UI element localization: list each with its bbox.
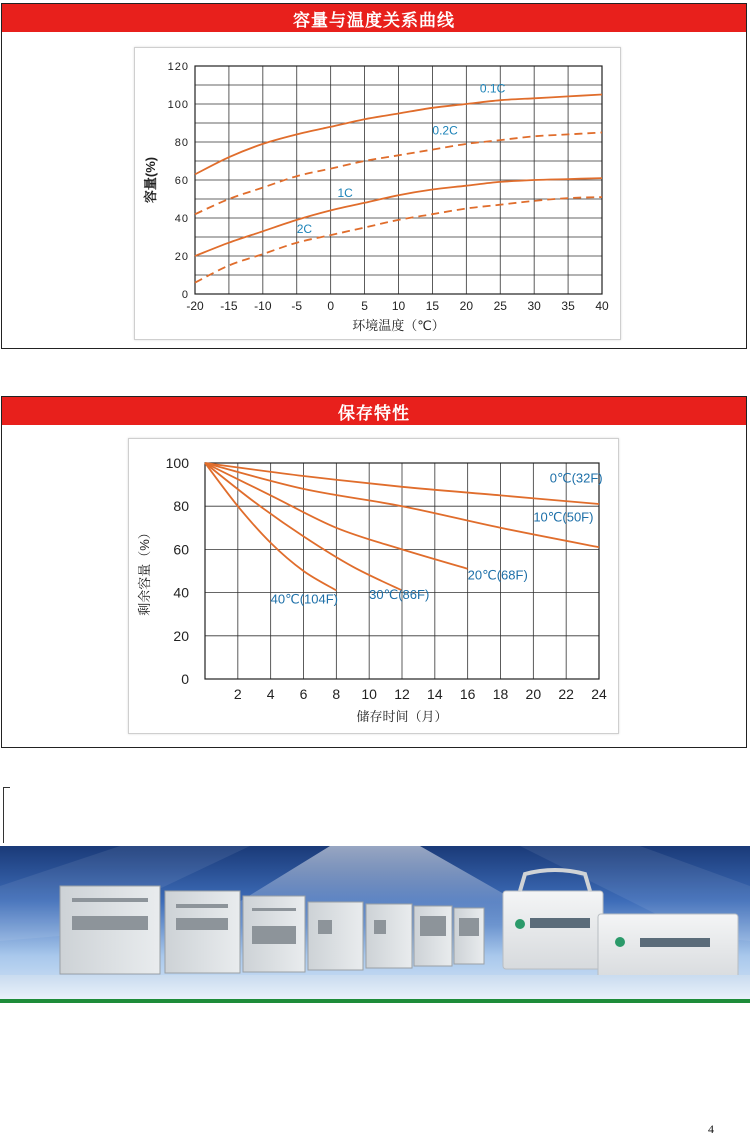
x-tick-label: 10 [361, 686, 377, 702]
x-tick-label: 24 [591, 686, 607, 702]
x-tick-label: 35 [561, 299, 575, 313]
x-tick-label: -20 [186, 299, 204, 313]
series-label: 30℃(86F) [369, 587, 430, 603]
x-tick-label: -5 [291, 299, 303, 313]
capacity-temperature-title: 容量与温度关系曲线 [2, 4, 746, 32]
x-tick-label: 8 [332, 686, 341, 702]
capacity-temperature-chart [135, 48, 620, 339]
capacity-temperature-panel [1, 3, 747, 349]
y-tick-label: 80 [173, 498, 189, 515]
y-tick-label: 0 [181, 289, 189, 301]
storage-characteristics-chart [129, 439, 618, 733]
storage-characteristics-title: 保存特性 [2, 397, 746, 425]
y-tick-label: 80 [174, 137, 189, 149]
y-tick-label: 100 [167, 99, 189, 111]
series-label: 0.1C [479, 81, 506, 96]
x-axis-label: 环境温度（℃） [352, 318, 445, 333]
x-axis-label: 储存时间（月） [356, 709, 448, 724]
x-tick-label: 40 [595, 299, 609, 313]
x-tick-label: 4 [266, 686, 275, 702]
series-label: 20℃(68F) [467, 567, 528, 583]
x-tick-label: 25 [493, 299, 507, 313]
series-label: 10℃(50F) [533, 509, 594, 525]
x-tick-label: 12 [394, 686, 410, 702]
x-tick-label: 2 [233, 686, 242, 702]
x-tick-label: -10 [254, 299, 272, 313]
y-tick-label: 40 [174, 213, 189, 225]
x-tick-label: 14 [427, 686, 443, 702]
x-tick-label: 0 [327, 299, 335, 313]
y-tick-label: 60 [173, 541, 189, 558]
page-bracket [3, 787, 10, 843]
storage-characteristics-chart-frame [128, 438, 619, 734]
x-tick-label: 16 [459, 686, 476, 702]
capacity-temperature-chart-frame [134, 47, 621, 340]
series-label: 0℃(32F) [549, 470, 603, 486]
y-tick-label: 100 [165, 455, 189, 471]
y-tick-label: 20 [174, 251, 189, 263]
y-axis-label: 容量(%) [143, 156, 158, 204]
y-tick-label: 0 [181, 671, 189, 687]
storage-characteristics-panel [1, 396, 747, 748]
x-tick-label: 18 [492, 686, 509, 702]
x-tick-label: -15 [220, 299, 238, 313]
x-tick-label: 20 [525, 686, 542, 702]
series-label: 2C [296, 222, 313, 237]
y-tick-label: 120 [167, 61, 189, 73]
series-label: 0.2C [432, 123, 458, 138]
y-tick-label: 40 [173, 584, 189, 601]
banner-green-stripe [0, 999, 750, 1003]
x-tick-label: 22 [558, 686, 574, 702]
x-tick-label: 6 [299, 686, 308, 702]
y-tick-label: 20 [173, 627, 189, 644]
x-tick-label: 5 [361, 299, 368, 313]
product-banner-image [0, 846, 750, 1003]
y-axis-label: 剩余容量（%） [137, 526, 152, 616]
y-tick-label: 60 [174, 175, 189, 187]
x-tick-label: 30 [527, 299, 541, 313]
x-tick-label: 10 [391, 299, 406, 313]
x-tick-label: 15 [425, 299, 440, 313]
x-tick-label: 20 [459, 299, 474, 313]
page-number: 4 [708, 1122, 714, 1136]
series-label: 40℃(104F) [270, 591, 339, 607]
series-label: 1C [337, 186, 353, 201]
